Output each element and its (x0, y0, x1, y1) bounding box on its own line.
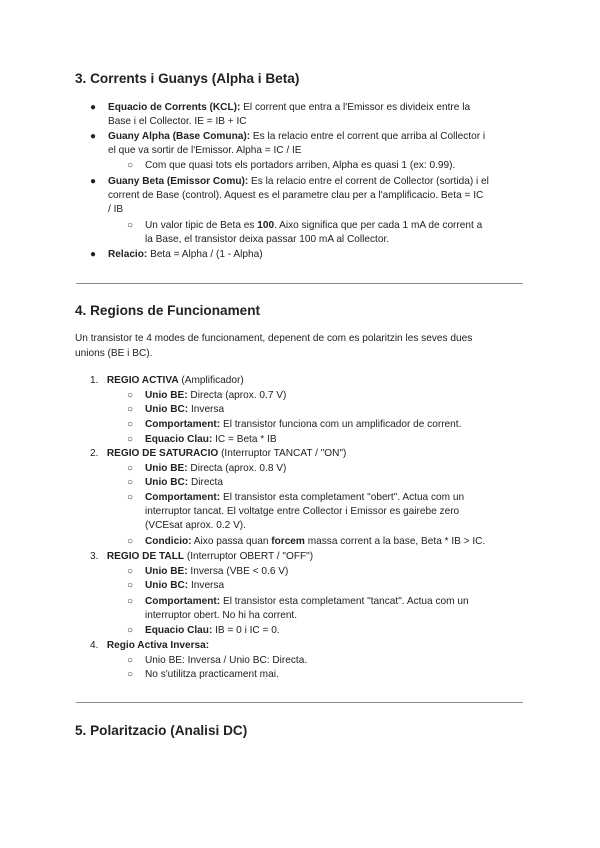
region-item-cont: interruptor tancat. El voltatge entre Collector i Emissor es gairebe zero (145, 506, 460, 517)
circle-bullet-icon: ○ (127, 566, 134, 577)
list-item: Guany Alpha (Base Comuna): Es la relacio entre el corrent que arriba al Collector i (108, 131, 486, 142)
circle-bullet-icon: ○ (127, 536, 134, 547)
circle-bullet-icon: ○ (127, 404, 134, 415)
list-item: Guany Beta (Emissor Comu): Es la relacio entre el corrent de Collector (sortida) i el (108, 176, 489, 187)
intro-text: Un transistor te 4 modes de funcionament, depenent de com es polaritzin les seves dues (75, 333, 473, 344)
region-item: Comportament: El transistor esta completament "tancat". Actua com un (145, 596, 469, 607)
circle-bullet-icon: ○ (127, 580, 134, 591)
item-label: Equacio de Corrents (KCL): (108, 102, 241, 113)
sub-item: Com que quasi tots els portadors arriben, Alpha es quasi 1 (ex: 0.99). (145, 160, 456, 171)
circle-bullet-icon: ○ (127, 655, 134, 666)
list-item-cont: / IB (108, 204, 124, 215)
circle-bullet-icon: ○ (127, 419, 134, 430)
region-item: Comportament: El transistor esta completament "obert". Actua com un (145, 492, 465, 503)
circle-bullet-icon: ○ (127, 625, 134, 636)
circle-bullet-icon: ○ (127, 220, 134, 231)
region-item: Unio BE: Directa (aprox. 0.8 V) (145, 463, 287, 474)
region-item-cont: (VCEsat aprox. 0.2 V). (145, 520, 246, 531)
region-item: Comportament: El transistor funciona com un amplificador de corrent. (145, 419, 462, 430)
item-label: Guany Beta (Emissor Comu): (108, 176, 249, 187)
intro-text: unions (BE i BC). (75, 348, 153, 359)
circle-bullet-icon: ○ (127, 434, 134, 445)
divider (76, 283, 523, 284)
list-item: Relacio: Beta = Alpha / (1 - Alpha) (108, 249, 263, 260)
bullet-icon: ● (90, 176, 97, 187)
sub-item-cont: la Base, el transistor deixa passar 100 mA al Collector. (145, 234, 390, 245)
circle-bullet-icon: ○ (127, 492, 134, 503)
region-item: No s'utilitza practicament mai. (145, 669, 279, 680)
region-heading: 4. Regio Activa Inversa: (90, 640, 210, 651)
circle-bullet-icon: ○ (127, 596, 134, 607)
section-3-heading: 3. Corrents i Guanys (Alpha i Beta) (75, 71, 300, 86)
region-heading: 1. REGIO ACTIVA (Amplificador) (90, 375, 244, 386)
region-item: Unio BC: Inversa (145, 404, 225, 415)
region-heading: 3. REGIO DE TALL (Interruptor OBERT / "OFF") (90, 551, 314, 562)
circle-bullet-icon: ○ (127, 463, 134, 474)
bullet-icon: ● (90, 131, 97, 142)
divider (76, 702, 523, 703)
region-item: Unio BE: Directa (aprox. 0.7 V) (145, 390, 287, 401)
region-heading: 2. REGIO DE SATURACIO (Interruptor TANCAT / "ON") (90, 448, 347, 459)
section-5-heading: 5. Polaritzacio (Analisi DC) (75, 723, 248, 738)
list-item-cont: Base i el Collector. IE = IB + IC (108, 116, 247, 127)
region-item: Unio BE: Inversa (VBE < 0.6 V) (145, 566, 289, 577)
bullet-icon: ● (90, 249, 97, 260)
item-label: Guany Alpha (Base Comuna): (108, 131, 251, 142)
region-item: Condicio: Aixo passa quan forcem massa corrent a la base, Beta * IB > IC. (145, 536, 486, 547)
region-item: Unio BC: Directa (145, 477, 223, 488)
circle-bullet-icon: ○ (127, 160, 134, 171)
item-label: Relacio: (108, 249, 148, 260)
section-4-heading: 4. Regions de Funcionament (75, 303, 261, 318)
region-item: Unio BC: Inversa (145, 580, 225, 591)
bullet-icon: ● (90, 102, 97, 113)
circle-bullet-icon: ○ (127, 390, 134, 401)
region-item-cont: interruptor obert. No hi ha corrent. (145, 610, 298, 621)
region-item: Equacio Clau: IB = 0 i IC = 0. (145, 625, 280, 636)
list-item-cont: corrent de Base (control). Aquest es el parametre clau per a l'amplificacio. Beta = IC (108, 190, 484, 201)
region-item: Unio BE: Inversa / Unio BC: Directa. (145, 655, 308, 666)
list-item: Equacio de Corrents (KCL): El corrent que entra a l'Emissor es divideix entre la (108, 102, 471, 113)
sub-item: Un valor tipic de Beta es 100. Aixo significa que per cada 1 mA de corrent a (145, 220, 483, 231)
circle-bullet-icon: ○ (127, 669, 134, 680)
list-item-cont: el que va sortir de l'Emissor. Alpha = IC / IE (108, 145, 302, 156)
region-item: Equacio Clau: IC = Beta * IB (145, 434, 277, 445)
circle-bullet-icon: ○ (127, 477, 134, 488)
